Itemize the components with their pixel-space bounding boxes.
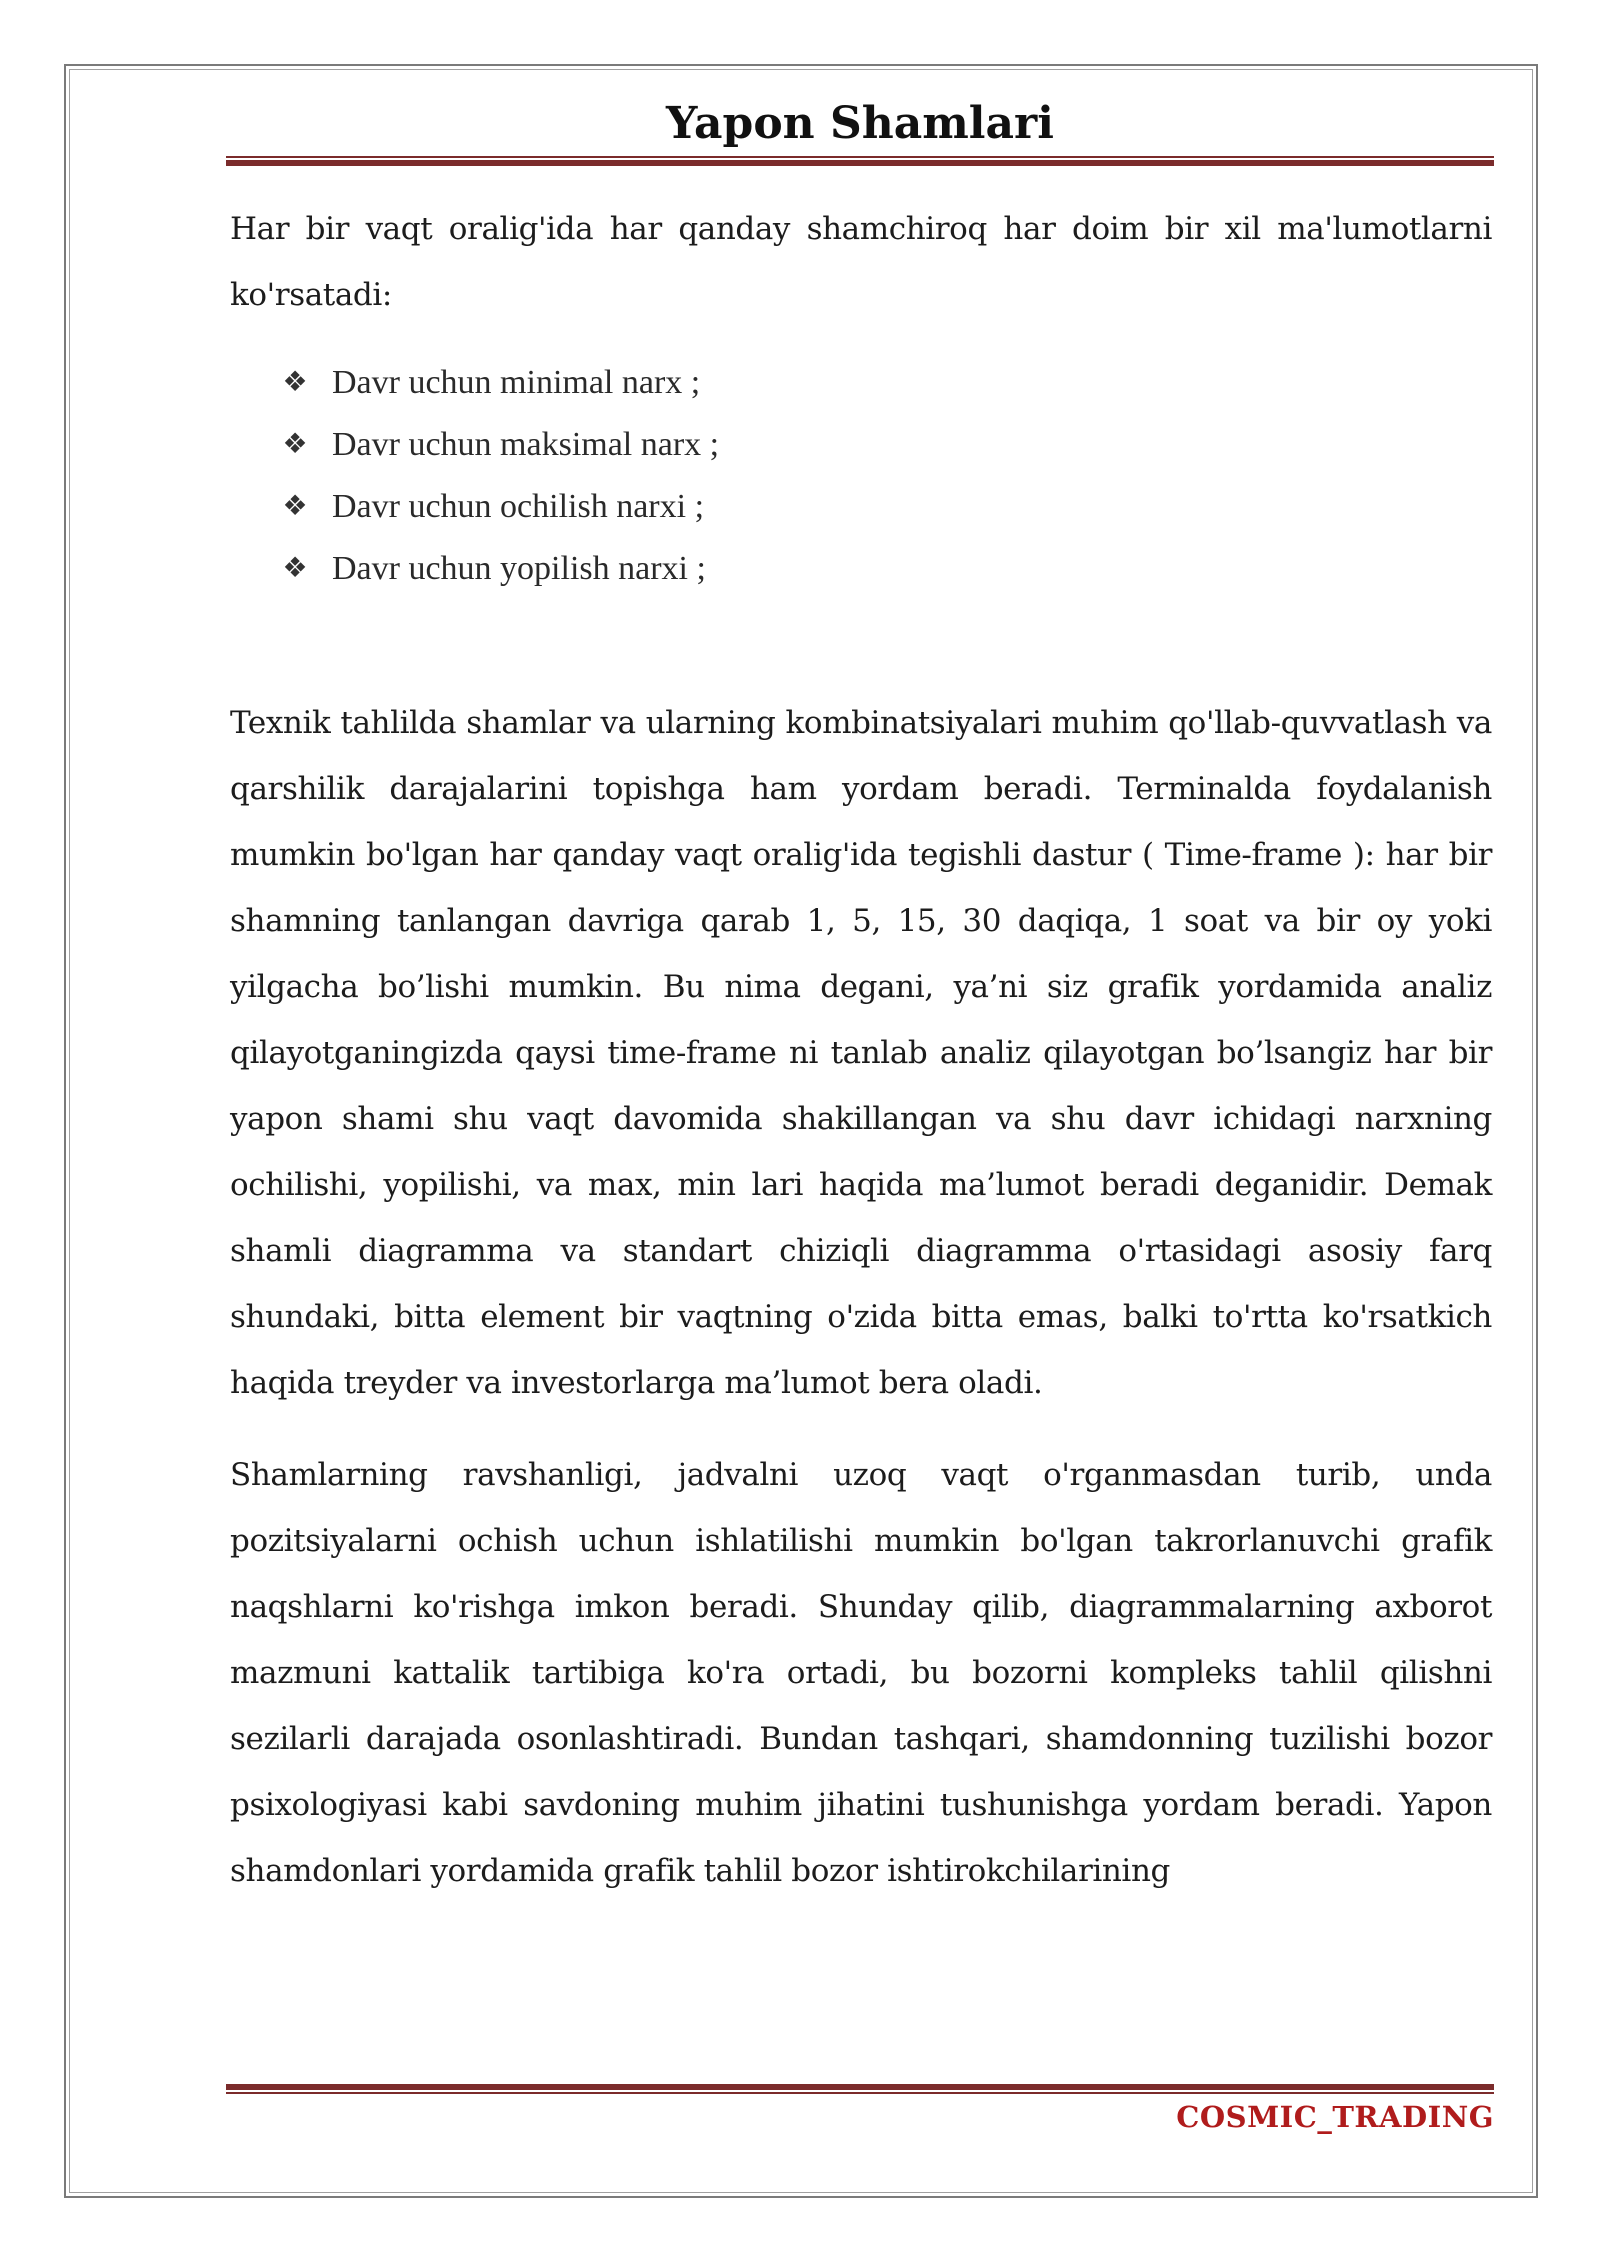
body-paragraph-timeframes: Texnik tahlilda shamlar va ularning kombinatsiyalari muhim qo'llab-quvvatlash va qarshilik darajalarini topishga ham yordam beradi. Terminalda foydalanish mumkin bo'lgan har qanday vaqt oralig'ida tegishli dastur ( Time-frame ): har bir shamning tanlangan davriga qarab 1, 5, 15, 30 daqiqa, 1 soat va bir oy yoki yilgacha bo’lishi mumkin. Bu nima degani, ya’ni siz grafik yordamida analiz qilayotganingizda qaysi time-frame ni tanlab analiz qilayotgan bo’lsangiz har bir yapon shami shu vaqt davomida shakillangan va shu davr ichidagi narxning ochilishi, yopilishi, va max, min lari haqida ma’lumot beradi deganidir. Demak shamli diagramma va standart chiziqli diagramma o'rtasidagi asosiy farq shundaki, bitta element bir vaqtning o'zida bitta emas, balki to'rtta ko'rsatkich haqida treyder va investorlarga ma’lumot bera oladi. bbox=[230, 705, 1492, 1401]
header-rule bbox=[226, 156, 1494, 166]
list-item-text: Davr uchun minimal narx ; bbox=[332, 364, 701, 401]
bullet-list bbox=[278, 352, 1492, 600]
body-paragraph-clarity: Shamlarning ravshanligi, jadvalni uzoq vaqt o'rganmasdan turib, unda pozitsiyalarni ochish uchun ishlatilishi mumkin bo'lgan takrorlanuvchi grafik naqshlarni ko'rishga imkon beradi. Shunday qilib, diagrammalarning axborot mazmuni kattalik tartibiga ko'ra ortadi, bu bozorni kompleks tahlil qilishni sezilarli darajada osonlashtiradi. Bundan tashqari, shamdonning tuzilishi bozor psixologiyasi kabi savdoning muhim jihatini tushunishga yordam beradi. Yapon shamdonlari yordamida grafik tahlil bozor ishtirokchilarining bbox=[230, 1457, 1492, 1889]
list-item-text: Davr uchun yopilish narxi ; bbox=[332, 550, 706, 587]
diamond-bullet-icon: ❖ bbox=[282, 491, 308, 522]
intro-paragraph: Har bir vaqt oralig'ida har qanday shamchiroq har doim bir xil ma'lumotlarni ko'rsatadi: bbox=[230, 211, 1492, 313]
diamond-bullet-icon: ❖ bbox=[282, 367, 308, 398]
list-item bbox=[278, 476, 1492, 538]
list-item bbox=[278, 414, 1492, 476]
document-body bbox=[230, 196, 1492, 1904]
list-item bbox=[278, 352, 1492, 414]
diamond-bullet-icon: ❖ bbox=[282, 553, 308, 584]
list-item-text: Davr uchun maksimal narx ; bbox=[332, 426, 720, 463]
list-item bbox=[278, 538, 1492, 600]
footer-brand: COSMIC_TRADING bbox=[1176, 2100, 1494, 2134]
footer-rule bbox=[226, 2084, 1494, 2094]
page-title: Yapon Shamlari bbox=[666, 98, 1054, 149]
list-item-text: Davr uchun ochilish narxi ; bbox=[332, 488, 705, 525]
diamond-bullet-icon: ❖ bbox=[282, 429, 308, 460]
